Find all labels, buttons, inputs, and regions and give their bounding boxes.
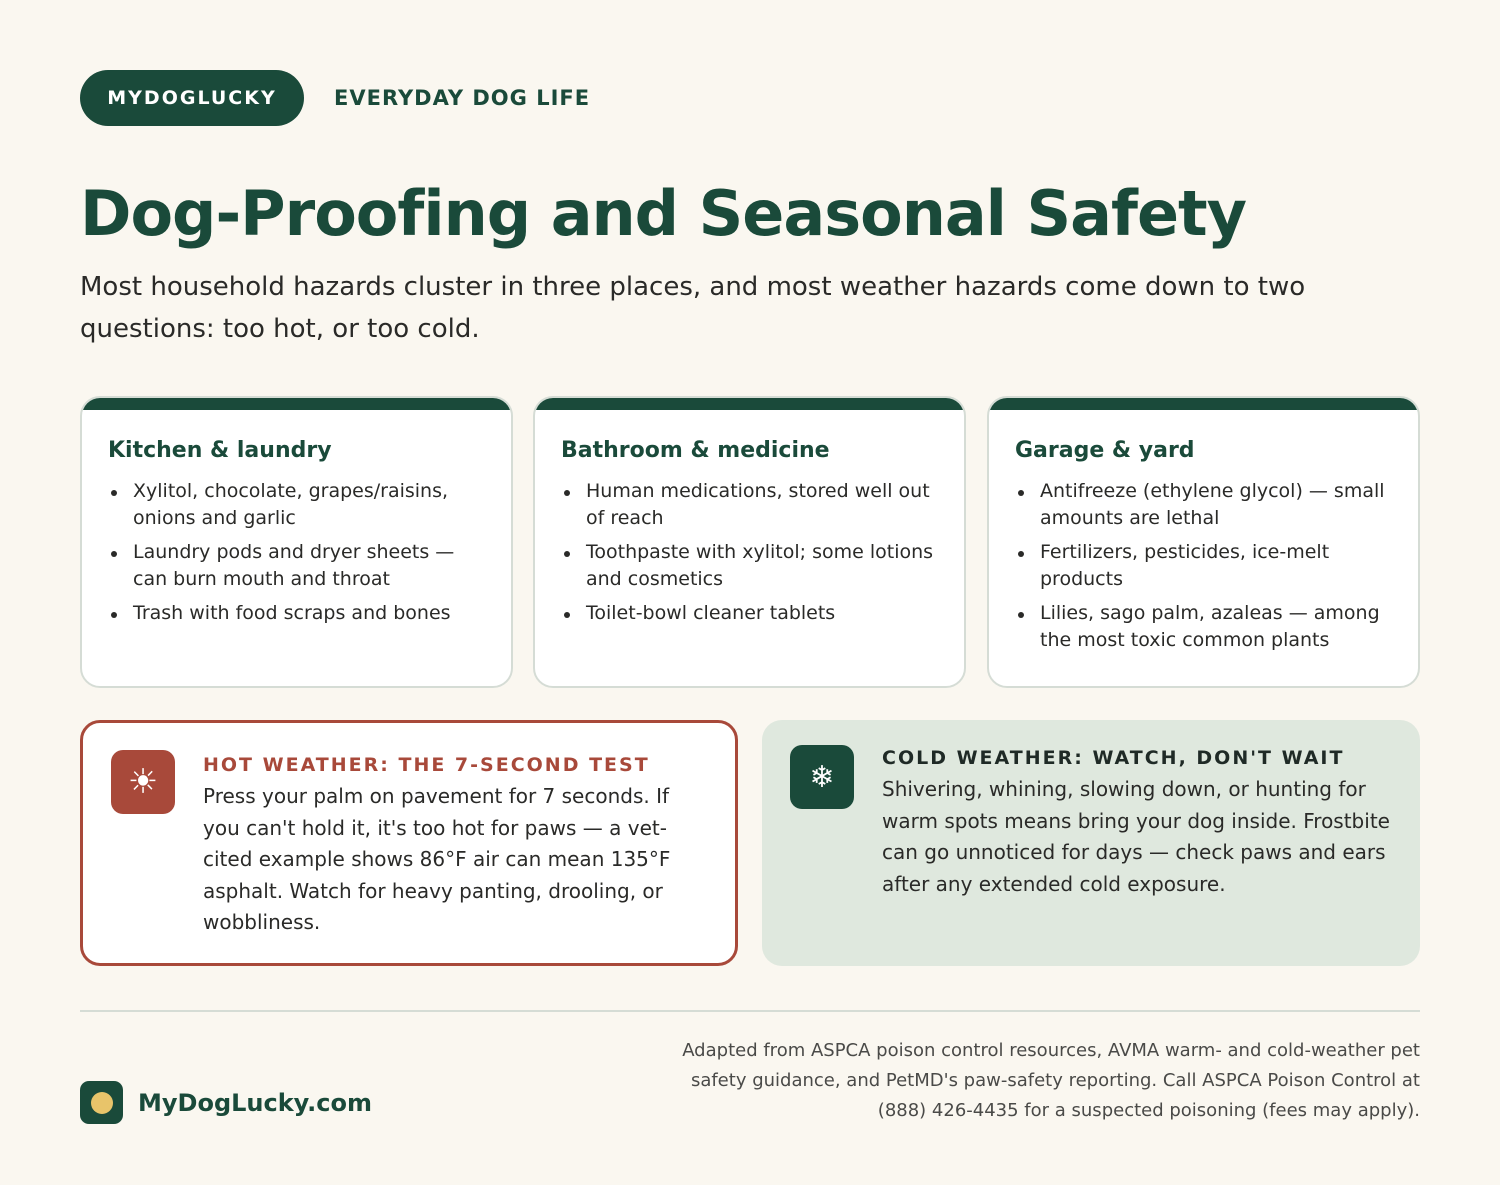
brand-badge[interactable]: MYDOGLUCKY bbox=[80, 70, 304, 126]
hazard-cards bbox=[80, 396, 1420, 688]
hazard-list bbox=[1015, 478, 1394, 654]
section-kicker[interactable]: EVERYDAY DOG LIFE bbox=[334, 86, 591, 110]
footer-logo[interactable] bbox=[80, 1081, 372, 1124]
page-title: Dog-Proofing and Seasonal Safety bbox=[80, 177, 1247, 250]
cold-weather-panel bbox=[762, 720, 1420, 966]
card-bathroom-medicine bbox=[533, 396, 966, 688]
list-item: Lilies, sago palm, azaleas — among the most toxic common plants bbox=[1015, 600, 1394, 654]
logo-icon bbox=[80, 1081, 123, 1124]
cold-weather-body: Shivering, whining, slowing down, or hunting for warm spots means bring your dog inside. Frostbite can go unnoticed for days — check paws and ears after any extended cold exposure. bbox=[882, 777, 1390, 896]
footer-divider bbox=[80, 1010, 1420, 1012]
weather-panels bbox=[80, 720, 1420, 966]
card-garage-yard bbox=[987, 396, 1420, 688]
site-link[interactable]: MyDogLucky.com bbox=[138, 1088, 372, 1117]
snowflake-icon: ❄ bbox=[790, 745, 854, 809]
list-item: Xylitol, chocolate, grapes/raisins, onions and garlic bbox=[108, 478, 487, 532]
hazard-list bbox=[108, 478, 487, 627]
card-title: Bathroom & medicine bbox=[561, 438, 830, 463]
page-subtitle: Most household hazards cluster in three places, and most weather hazards come down to two questions: too hot, or too cold. bbox=[80, 272, 1306, 344]
hot-weather-panel bbox=[80, 720, 738, 966]
list-item: Laundry pods and dryer sheets — can burn mouth and throat bbox=[108, 539, 487, 593]
card-kitchen-laundry bbox=[80, 396, 513, 688]
list-item: Antifreeze (ethylene glycol) — small amounts are lethal bbox=[1015, 478, 1394, 532]
hot-weather-body: Press your palm on pavement for 7 seconds. If you can't hold it, it's too hot for paws — a vet-cited example shows 86°F air can mean 135°F asphalt. Watch for heavy panting, drooling, or wobbliness. bbox=[203, 784, 671, 934]
cold-weather-title: COLD WEATHER: WATCH, DON'T WAIT bbox=[882, 747, 1345, 769]
list-item: Fertilizers, pesticides, ice-melt products bbox=[1015, 539, 1394, 593]
card-title: Kitchen & laundry bbox=[108, 438, 332, 463]
list-item: Trash with food scraps and bones bbox=[108, 600, 487, 627]
sun-icon: ☀ bbox=[111, 750, 175, 814]
list-item: Human medications, stored well out of reach bbox=[561, 478, 940, 532]
card-title: Garage & yard bbox=[1015, 438, 1195, 463]
hot-weather-title: HOT WEATHER: THE 7-SECOND TEST bbox=[203, 754, 650, 776]
hazard-list bbox=[561, 478, 940, 627]
list-item: Toothpaste with xylitol; some lotions and cosmetics bbox=[561, 539, 940, 593]
list-item: Toilet-bowl cleaner tablets bbox=[561, 600, 940, 627]
header bbox=[80, 70, 1420, 126]
source-note: Adapted from ASPCA poison control resources, AVMA warm- and cold-weather pet safety guidance, and PetMD's paw-safety reporting. Call ASPCA Poison Control at (888) 426-4435 for a suspected poisoning (fees may apply). bbox=[682, 1040, 1420, 1121]
